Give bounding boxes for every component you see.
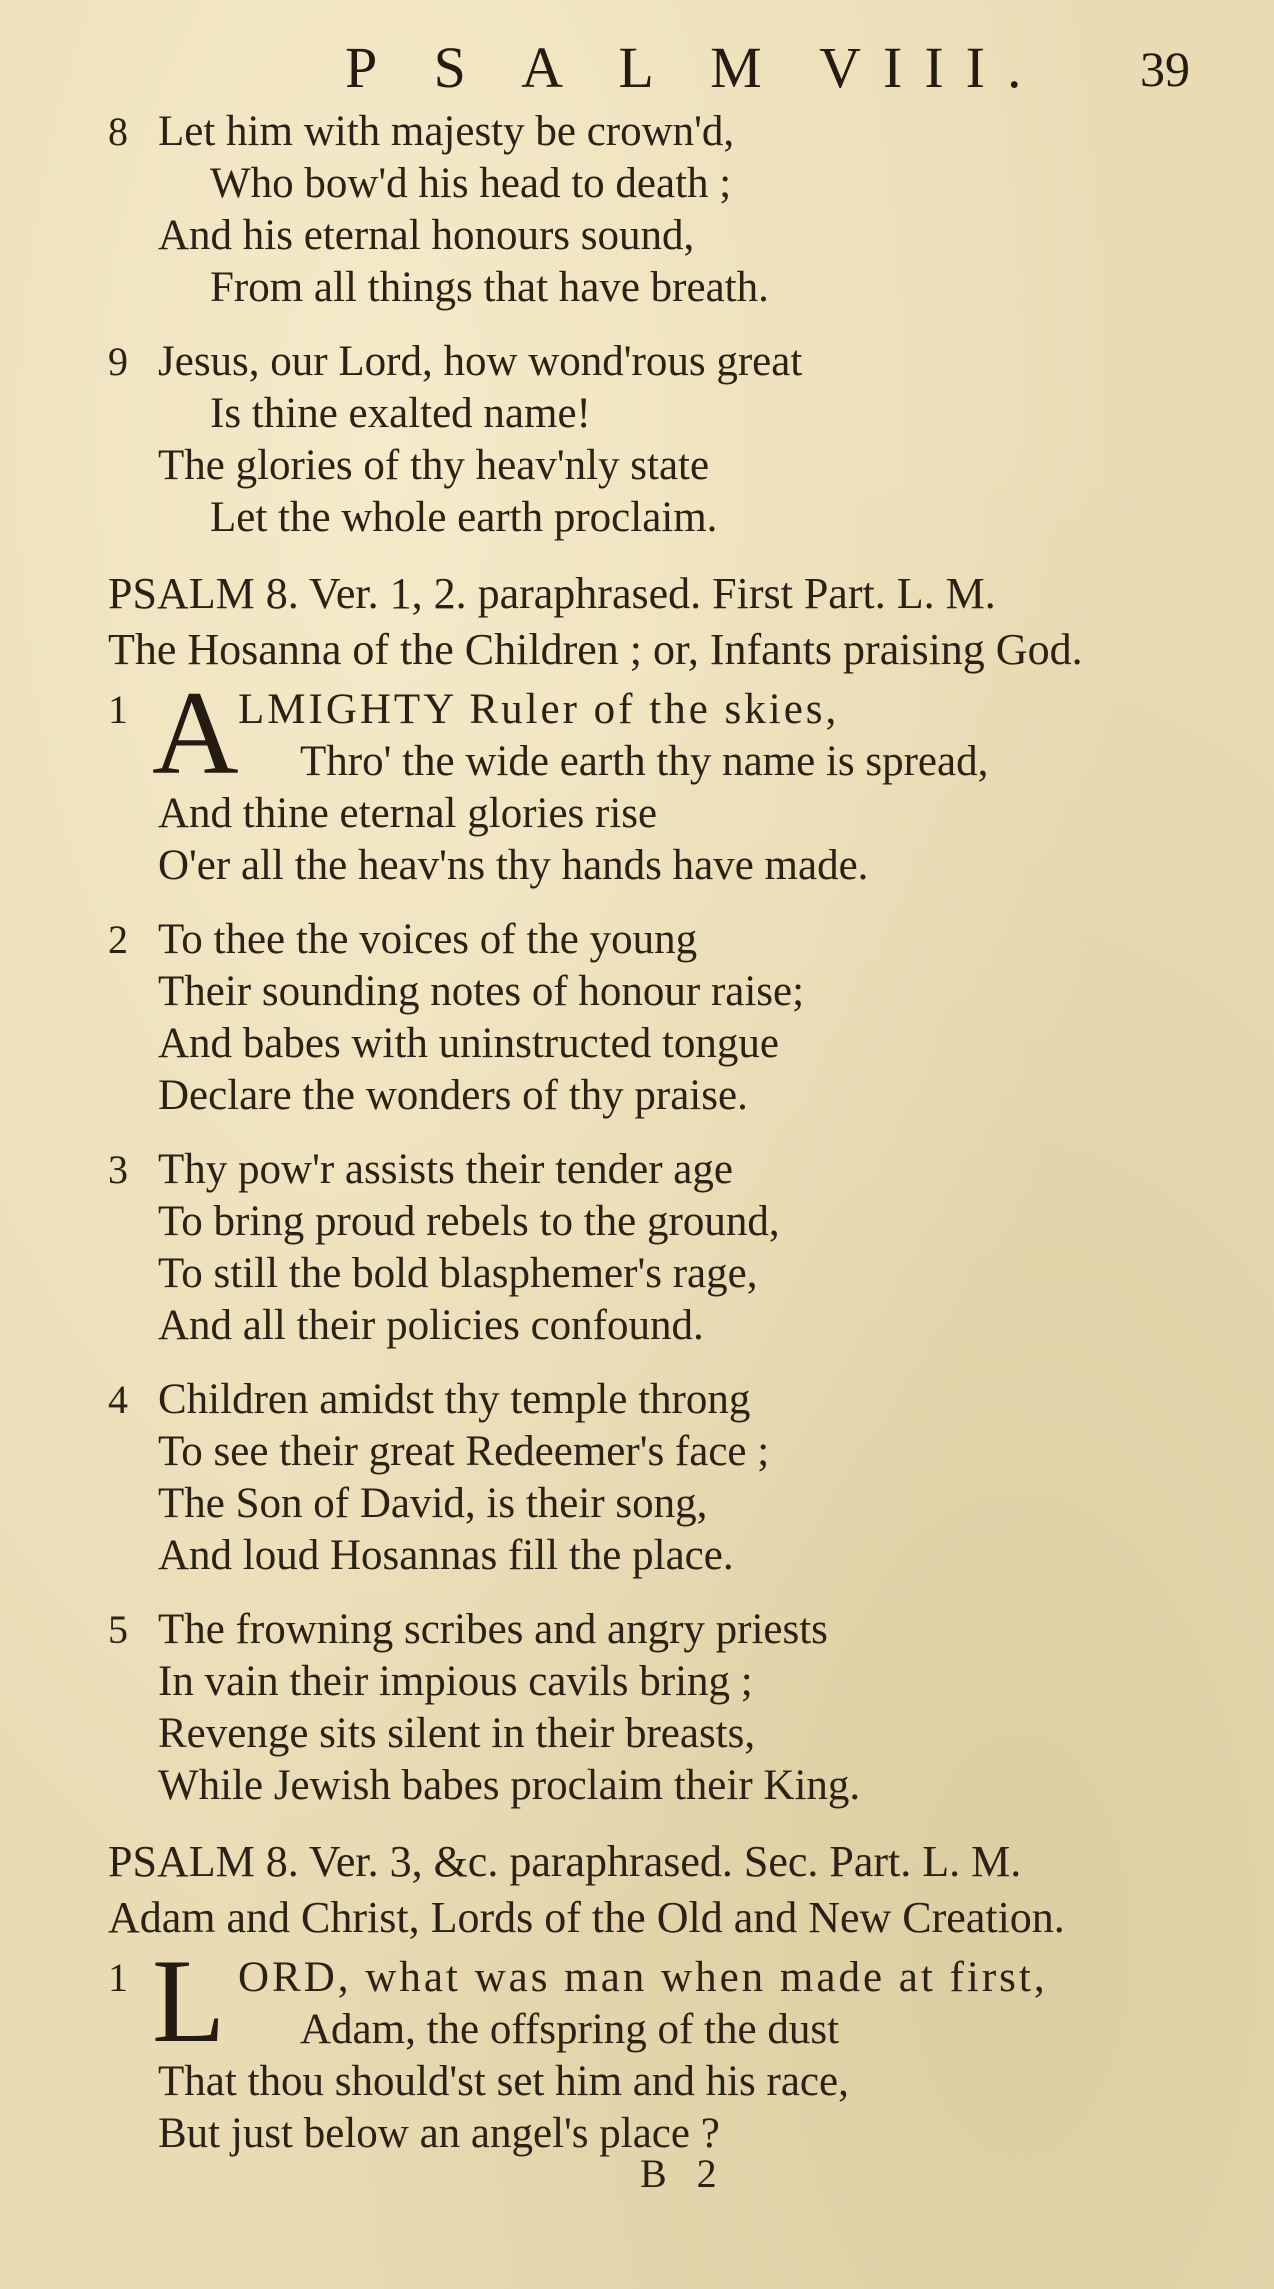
- verse-line: To still the bold blasphemer's rage,: [158, 1250, 758, 1297]
- verse-line: And his eternal honours sound,: [158, 212, 695, 259]
- verse-line: While Jewish babes proclaim their King.: [158, 1762, 861, 1809]
- stanza-1-first-part: [0, 666, 1274, 892]
- stanza-number: 8: [108, 109, 128, 154]
- verse-line: LMIGHTY Ruler of the skies,: [238, 686, 840, 733]
- verse-line: To thee the voices of the young: [158, 916, 698, 963]
- stanza-5-first-part: [0, 1604, 1274, 1812]
- verse-line: From all things that have breath.: [210, 264, 769, 311]
- verse-line: Thy pow'r assists their tender age: [158, 1146, 733, 1193]
- verse-line: And all their policies confound.: [158, 1302, 704, 1349]
- psalm-heading-second-part: PSALM 8. Ver. 3, &c. paraphrased. Sec. Part. L. M.: [108, 1837, 1022, 1886]
- page-text: [0, 106, 1274, 2182]
- verse-line: And thine eternal glories rise: [158, 790, 658, 837]
- verse-line: The Son of David, is their song,: [158, 1480, 708, 1527]
- stanza-number: 9: [108, 339, 128, 384]
- verse-line: Who bow'd his head to death ;: [210, 160, 732, 207]
- stanza-number: 1: [108, 1955, 128, 2000]
- stanza-number: 4: [108, 1377, 128, 1422]
- drop-cap: A: [152, 666, 239, 799]
- stanza-9: [0, 336, 1274, 544]
- verse-line: Thro' the wide earth thy name is spread,: [300, 738, 989, 785]
- stanza-number: 3: [108, 1147, 128, 1192]
- stanza-number: 1: [108, 687, 128, 732]
- stanza-1-second-part: [0, 1934, 1274, 2160]
- signature-mark: B 2: [640, 2151, 727, 2196]
- verse-line: Revenge sits silent in their breasts,: [158, 1710, 756, 1757]
- stanza-4-first-part: [0, 1374, 1274, 1582]
- verse-line: Declare the wonders of thy praise.: [158, 1072, 748, 1119]
- verse-line: In vain their impious cavils bring ;: [158, 1658, 753, 1705]
- verse-line: Their sounding notes of honour raise;: [158, 968, 805, 1015]
- running-head: [0, 34, 1274, 104]
- page-number: 39: [1140, 41, 1190, 97]
- verse-line: Let him with majesty be crown'd,: [158, 108, 735, 155]
- verse-line: The frowning scribes and angry priests: [158, 1606, 828, 1653]
- psalm-heading-first-part: PSALM 8. Ver. 1, 2. paraphrased. First Part. L. M.: [108, 569, 996, 618]
- verse-line: To see their great Redeemer's face ;: [158, 1428, 770, 1475]
- stanza-2-first-part: [0, 914, 1274, 1122]
- verse-line: And loud Hosannas fill the place.: [158, 1532, 734, 1579]
- verse-line: Adam, the offspring of the dust: [300, 2006, 840, 2053]
- verse-line: O'er all the heav'ns thy hands have made.: [158, 842, 869, 889]
- verse-line: Jesus, our Lord, how wond'rous great: [158, 338, 803, 385]
- verse-line: The glories of thy heav'nly state: [158, 442, 710, 489]
- verse-line: That thou should'st set him and his race,: [158, 2058, 849, 2105]
- verse-line: Let the whole earth proclaim.: [210, 494, 718, 541]
- verse-line: To bring proud rebels to the ground,: [158, 1198, 780, 1245]
- stanza-3-first-part: [0, 1144, 1274, 1352]
- psalm-subheading-second-part: Adam and Christ, Lords of the Old and New Creation.: [108, 1893, 1065, 1942]
- verse-line: But just below an angel's place ?: [158, 2110, 720, 2157]
- psalm-subheading-first-part: The Hosanna of the Children ; or, Infants praising God.: [108, 625, 1083, 674]
- stanza-number: 5: [108, 1607, 128, 1652]
- running-title: P S A L M VIII.: [345, 35, 1044, 100]
- verse-line: ORD, what was man when made at first,: [238, 1954, 1048, 2001]
- stanza-number: 2: [108, 917, 128, 962]
- stanza-8: [0, 106, 1274, 314]
- drop-cap: L: [152, 1934, 226, 2067]
- verse-line: Is thine exalted name!: [210, 390, 591, 437]
- verse-line: Children amidst thy temple throng: [158, 1376, 751, 1423]
- verse-line: And babes with uninstructed tongue: [158, 1020, 780, 1067]
